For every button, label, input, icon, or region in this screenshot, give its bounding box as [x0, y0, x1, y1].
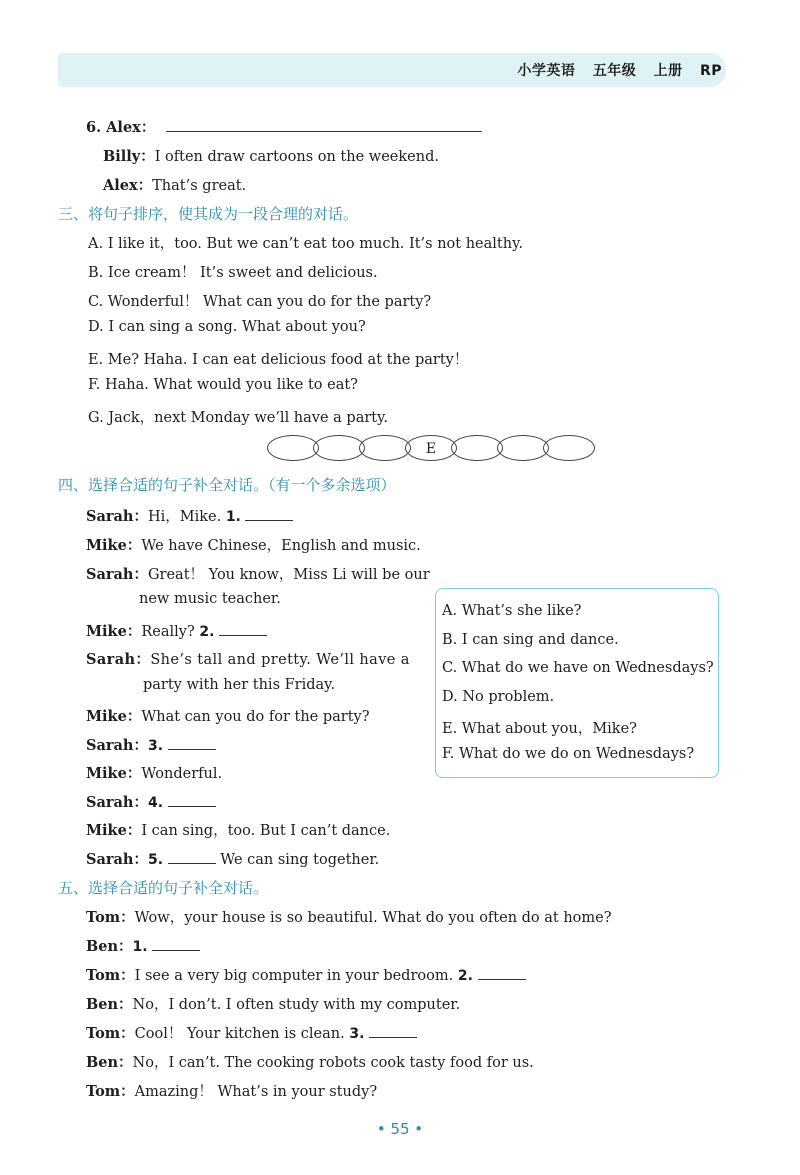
dialog-line — [86, 620, 267, 641]
header-grade: 五年级 — [592, 63, 637, 79]
ordering-item: G. Jack，next Monday we’ll have a party. — [88, 410, 388, 426]
header-volume: 上册 — [653, 63, 683, 79]
blank-number: 3. — [147, 738, 164, 754]
dialog-text: We can sing together. — [215, 852, 380, 868]
dialog-line — [86, 534, 421, 555]
blank-number: 2. — [199, 624, 215, 640]
dialog-text: What can you do for the party? — [141, 709, 370, 725]
dialog-text: No，I don’t. I often study with my computer. — [132, 997, 461, 1013]
ordering-item: A. I like it，too. But we can’t eat too much. It’s not healthy. — [88, 236, 523, 252]
speaker: Sarah： — [86, 737, 148, 754]
header-subject: 小学英语 — [517, 63, 576, 79]
dialog-line — [86, 563, 430, 584]
answer-oval-6[interactable] — [497, 435, 549, 461]
dialog-line — [86, 791, 216, 812]
speaker: Sarah： — [86, 508, 148, 525]
option-f: F. What do we do on Wednesdays? — [442, 746, 695, 762]
speaker: Mike： — [86, 822, 142, 839]
dialog-line — [86, 1080, 377, 1101]
speaker: Mike： — [86, 537, 142, 554]
header-edition: RP — [699, 63, 722, 79]
blank-number: 2. — [457, 968, 473, 984]
speaker: Ben： — [86, 1054, 133, 1071]
blank-number: 3. — [349, 1026, 365, 1042]
dialog-line — [86, 964, 526, 985]
answer-oval-5[interactable] — [451, 435, 503, 461]
answer-oval-3[interactable] — [359, 435, 411, 461]
dialog-text: I often draw cartoons on the weekend. — [154, 149, 439, 165]
answer-oval-4[interactable]: E — [405, 435, 457, 461]
dialog-line — [86, 762, 222, 783]
section-4-title: 四、选择合适的句子补全对话。（有一个多余选项） — [58, 476, 396, 494]
ordering-item: F. Haha. What would you like to eat? — [88, 377, 358, 393]
ordering-item: C. Wonderful！ What can you do for the party? — [88, 294, 432, 310]
speaker: Ben： — [86, 996, 133, 1013]
book-header — [505, 60, 722, 80]
speaker: Tom： — [86, 909, 135, 926]
dialog-text: Really? — [141, 624, 200, 640]
option-b: B. I can sing and dance. — [442, 632, 619, 648]
option-a: A. What’s she like? — [442, 603, 582, 619]
dialog-line-continued: new music teacher. — [139, 591, 281, 607]
answer-blank[interactable] — [152, 938, 200, 951]
answer-blank[interactable] — [168, 737, 216, 750]
speaker: Billy： — [103, 148, 155, 165]
q6-line-3 — [103, 174, 246, 195]
dialog-text: Cool！ Your kitchen is clean. — [134, 1026, 350, 1042]
blank-number: 5. — [147, 852, 164, 868]
page-number: • 55 • — [376, 1120, 424, 1138]
speaker: Tom： — [86, 967, 135, 984]
answer-blank[interactable] — [166, 119, 482, 132]
speaker: Alex： — [103, 177, 153, 194]
answer-blank[interactable] — [219, 623, 267, 636]
dialog-line — [86, 648, 410, 669]
blank-number: 1. — [225, 509, 241, 525]
dialog-text: Hi，Mike. — [147, 509, 226, 525]
section-5-title: 五、选择合适的句子补全对话。 — [58, 879, 269, 897]
speaker: Tom： — [86, 1025, 135, 1042]
speaker: Mike： — [86, 765, 142, 782]
dialog-text: I can sing，too. But I can’t dance. — [141, 823, 391, 839]
ordering-item: D. I can sing a song. What about you? — [88, 319, 366, 335]
dialog-text: We have Chinese，English and music. — [141, 538, 421, 554]
ordering-item: E. Me? Haha. I can eat delicious food at the party！ — [88, 352, 469, 368]
dialog-line — [86, 1022, 417, 1043]
dialog-text: Amazing！ What’s in your study? — [134, 1084, 378, 1100]
dialog-line-continued: party with her this Friday. — [143, 677, 336, 693]
speaker: Mike： — [86, 623, 142, 640]
dialog-text: Wonderful. — [141, 766, 223, 782]
dialog-line — [86, 848, 379, 869]
speaker: Tom： — [86, 1083, 135, 1100]
blank-number: 1. — [132, 939, 148, 955]
dialog-text: That’s great. — [152, 178, 247, 194]
options-box — [435, 588, 719, 778]
dialog-line — [86, 935, 200, 956]
answer-ovals — [267, 435, 595, 463]
q6-line-1 — [86, 116, 482, 137]
answer-blank[interactable] — [245, 508, 293, 521]
ordering-item: B. Ice cream！ It’s sweet and delicious. — [88, 265, 378, 281]
q6-line-2 — [103, 145, 439, 166]
speaker: Sarah： — [86, 794, 148, 811]
answer-oval-2[interactable] — [313, 435, 365, 461]
dialog-text: Wow，your house is so beautiful. What do you often do at home? — [134, 910, 612, 926]
speaker: Sarah： — [86, 851, 148, 868]
dialog-line — [86, 906, 612, 927]
answer-blank[interactable] — [168, 794, 216, 807]
dialog-line — [86, 993, 460, 1014]
answer-blank[interactable] — [168, 851, 216, 864]
section-3-title: 三、将句子排序，使其成为一段合理的对话。 — [58, 205, 359, 223]
answer-oval-1[interactable] — [267, 435, 319, 461]
dialog-text: She’s tall and pretty. We’ll have a — [150, 652, 410, 668]
dialog-text: No，I can’t. The cooking robots cook tasty food for us. — [132, 1055, 534, 1071]
dialog-line — [86, 705, 370, 726]
dialog-line — [86, 819, 390, 840]
speaker: Sarah： — [86, 651, 151, 668]
blank-number: 4. — [147, 795, 164, 811]
option-e: E. What about you，Mike? — [442, 721, 637, 737]
dialog-line — [86, 734, 216, 755]
speaker: Ben： — [86, 938, 133, 955]
dialog-text: I see a very big computer in your bedroom. — [134, 968, 458, 984]
dialog-line — [86, 505, 293, 526]
dialog-text: Great！ You know，Miss Li will be our — [147, 567, 430, 583]
speaker: Sarah： — [86, 566, 148, 583]
speaker: Mike： — [86, 708, 142, 725]
option-c: C. What do we have on Wednesdays? — [442, 660, 714, 676]
option-d: D. No problem. — [442, 689, 555, 705]
answer-blank[interactable] — [369, 1025, 417, 1038]
answer-oval-7[interactable] — [543, 435, 595, 461]
dialog-line — [86, 1051, 534, 1072]
speaker: 6. Alex： — [86, 119, 156, 136]
answer-blank[interactable] — [478, 967, 526, 980]
